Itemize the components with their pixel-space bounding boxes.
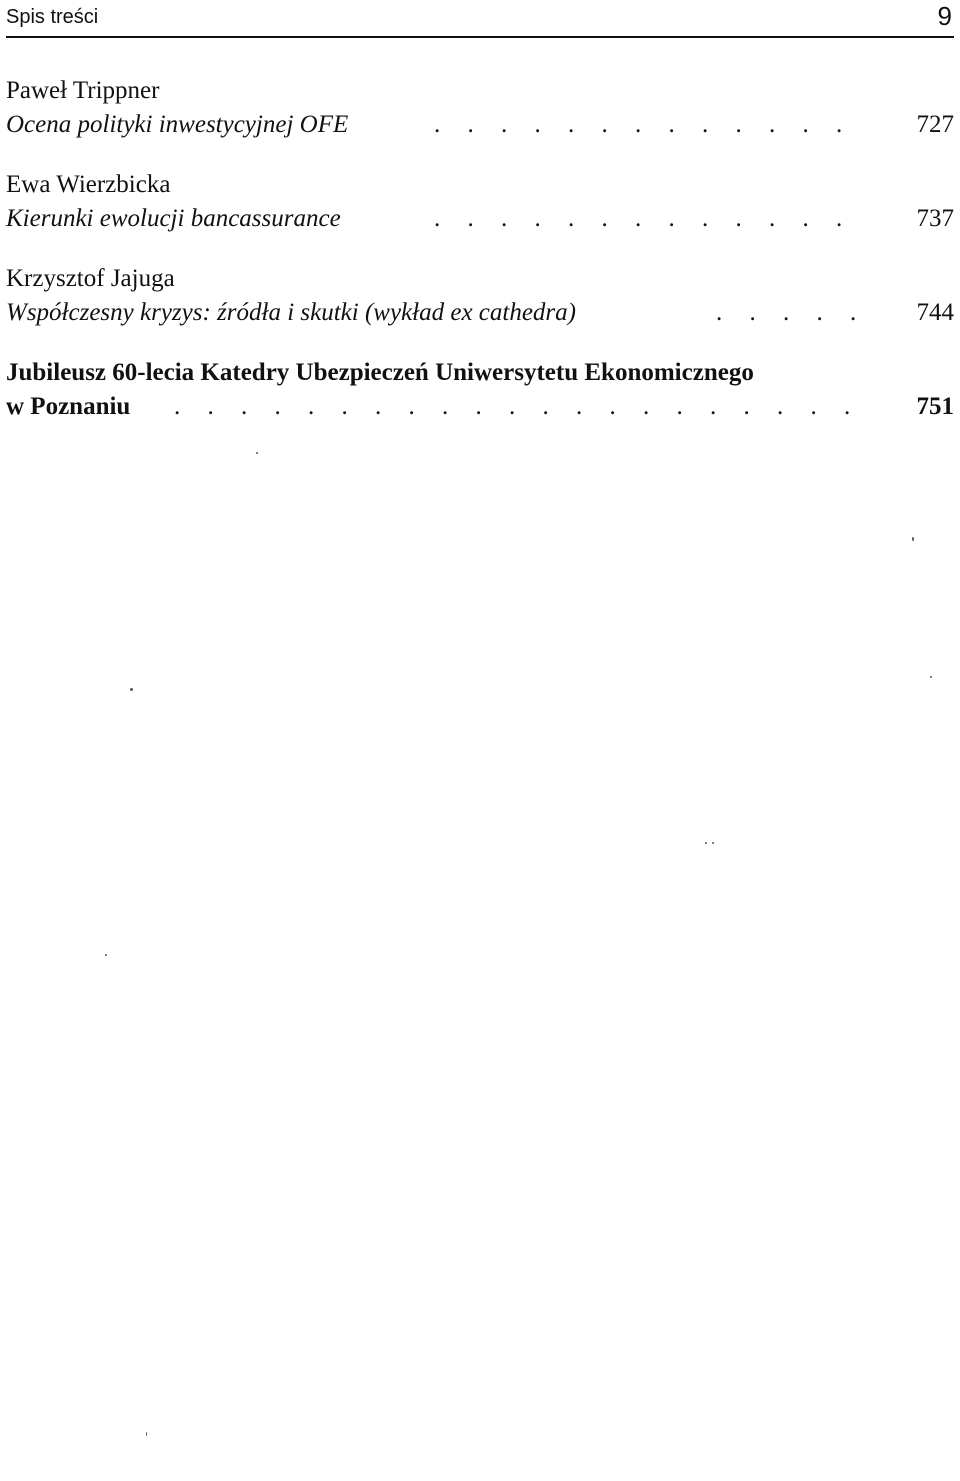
scan-speck (256, 452, 258, 454)
toc-entry (6, 262, 954, 330)
dot-leader: . . . . . . . . . . . . . (434, 205, 853, 232)
page-number: 9 (937, 1, 952, 31)
scan-speck (705, 842, 707, 844)
entry-title-line (6, 296, 954, 330)
scan-speck (146, 1432, 147, 1436)
entry-title: Współczesny kryzys: źródła i skutki (wykład ex cathedra) (6, 299, 576, 326)
entry-page-number: 737 (916, 205, 954, 232)
entry-title: Kierunki ewolucji bancassurance (6, 205, 341, 232)
section-label: Spis treści (6, 6, 99, 28)
entry-author: Paweł Trippner (6, 77, 160, 104)
scan-speck (712, 842, 714, 844)
dot-leader: . . . . . (716, 299, 867, 326)
scan-speck (105, 954, 107, 956)
dot-leader: . . . . . . . . . . . . . (434, 111, 853, 138)
scan-speck (930, 676, 932, 678)
toc-entry-jubilee (6, 356, 954, 424)
entry-page-number: 751 (916, 393, 954, 420)
dot-leader: . . . . . . . . . . . . . . . . . . . . . (174, 393, 861, 420)
entry-author: Ewa Wierzbicka (6, 171, 171, 198)
toc-entry (6, 74, 954, 142)
running-header (6, 2, 954, 38)
table-of-contents (6, 74, 954, 450)
entry-title: w Poznaniu (6, 393, 131, 420)
toc-entry (6, 168, 954, 236)
scan-speck (130, 688, 133, 691)
entry-heading: Jubileusz 60-lecia Katedry Ubezpieczeń Uniwersytetu Ekonomicznego (6, 359, 754, 386)
entry-title-line (6, 202, 954, 236)
scan-speck (912, 537, 914, 541)
entry-title-line (6, 390, 954, 424)
entry-title-line (6, 108, 954, 142)
entry-author: Krzysztof Jajuga (6, 265, 175, 292)
entry-title: Ocena polityki inwestycyjnej OFE (6, 111, 349, 138)
entry-page-number: 727 (916, 111, 954, 138)
entry-page-number: 744 (916, 299, 954, 326)
